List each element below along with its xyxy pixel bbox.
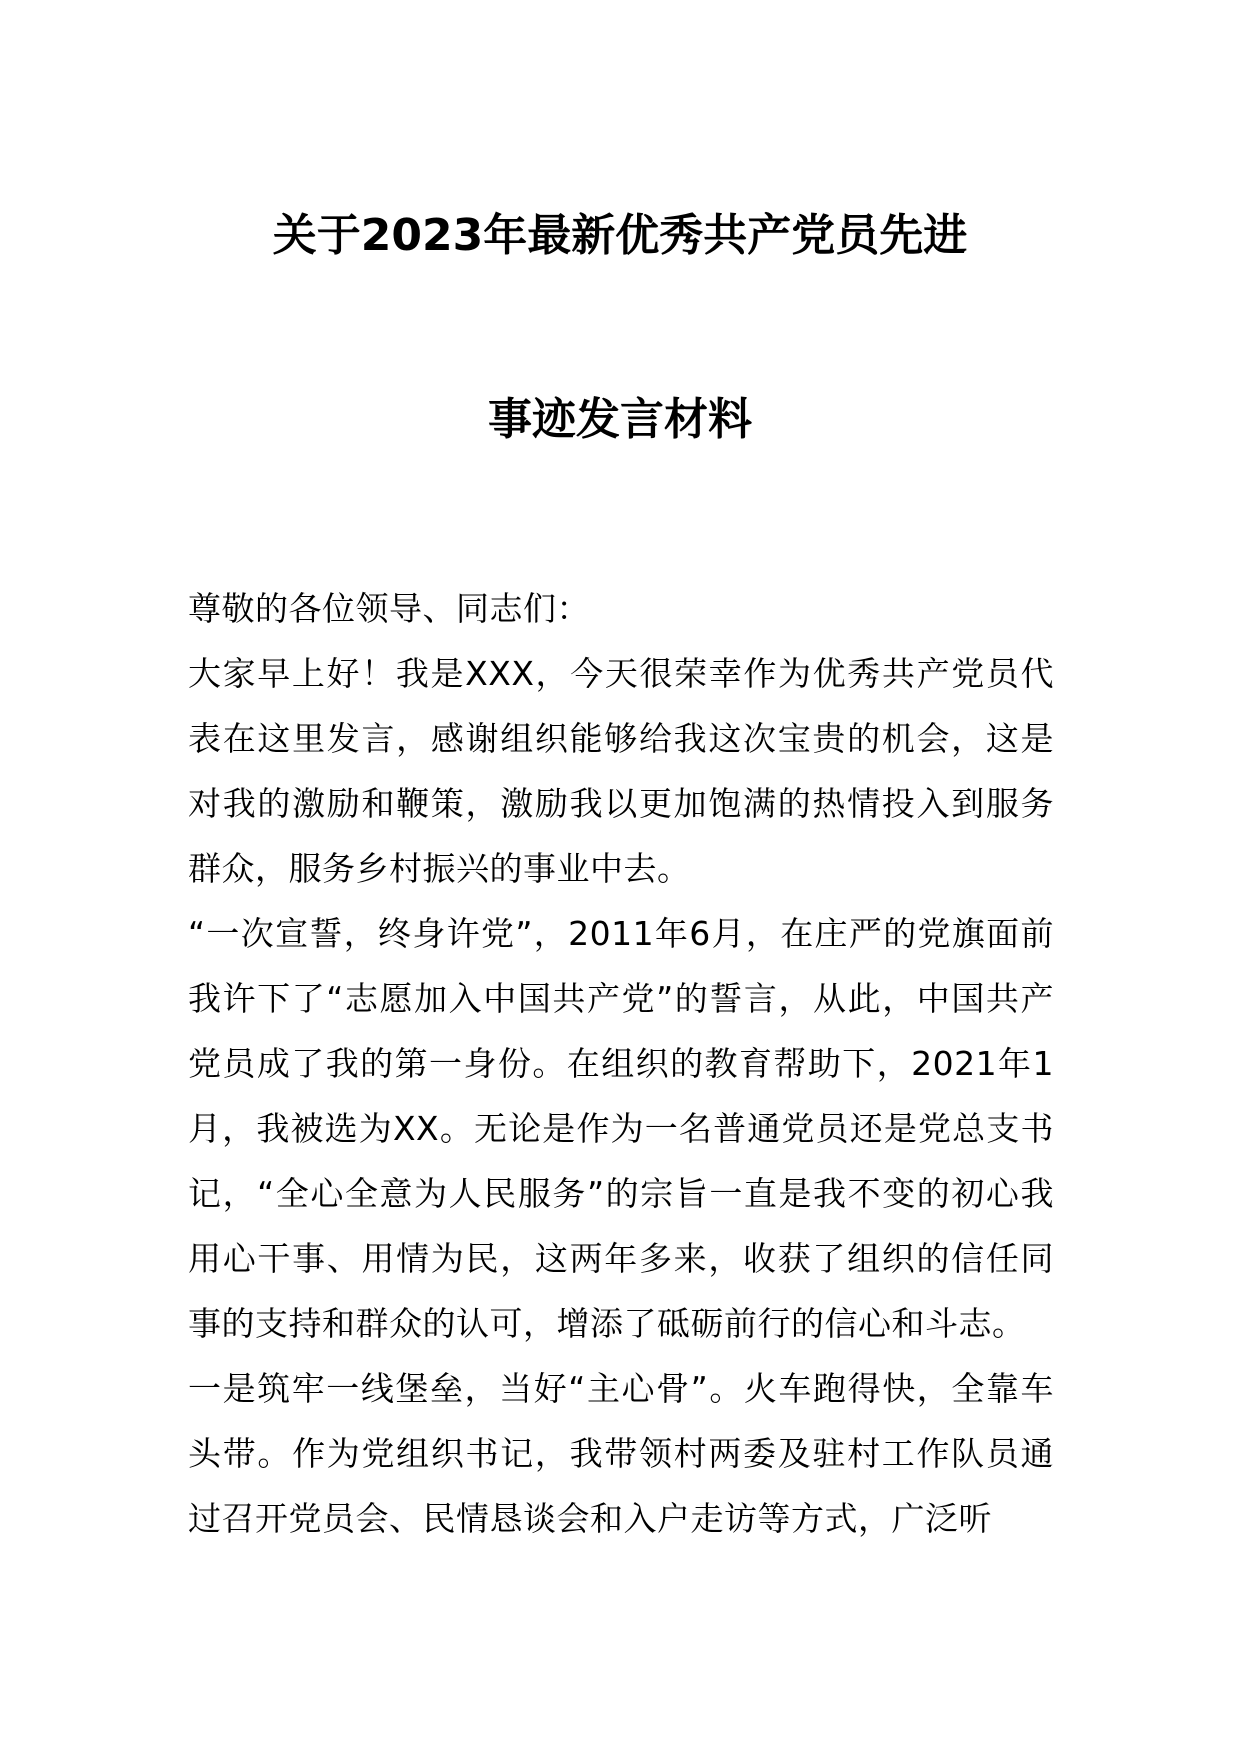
salutation-paragraph: 尊敬的各位领导、同志们： xyxy=(188,589,590,628)
document-title-line-1: 关于2023年最新优秀共产党员先进 xyxy=(272,210,968,261)
document-body xyxy=(188,576,1054,1551)
document-title-line-2: 事迹发言材料 xyxy=(488,394,752,445)
body-paragraph: 一是筑牢一线堡垒，当好“主心骨”。火车跑得快，全靠车头带。作为党组织书记，我带领村两委及驻村工作队员通过召开党员会、民情恳谈会和入户走访等方式，广泛听 xyxy=(188,1369,1054,1538)
body-paragraph: “一次宣誓，终身许党”，2011年6月，在庄严的党旗面前我许下了“志愿加入中国共产党”的誓言，从此，中国共产党员成了我的第一身份。在组织的教育帮助下，2021年1月，我被选为XX。无论是作为一名普通党员还是党总支书记，“全心全意为人民服务”的宗旨一直是我不变的初心我用心干事、用情为民，这两年多来，收获了组织的信任同事的支持和群众的认可，增添了砥砺前行的信心和斗志。 xyxy=(188,914,1054,1343)
body-paragraph: 大家早上好！我是XXX，今天很荣幸作为优秀共产党员代表在这里发言，感谢组织能够给我这次宝贵的机会，这是对我的激励和鞭策，激励我以更加饱满的热情投入到服务群众，服务乡村振兴的事业中去。 xyxy=(188,654,1054,888)
